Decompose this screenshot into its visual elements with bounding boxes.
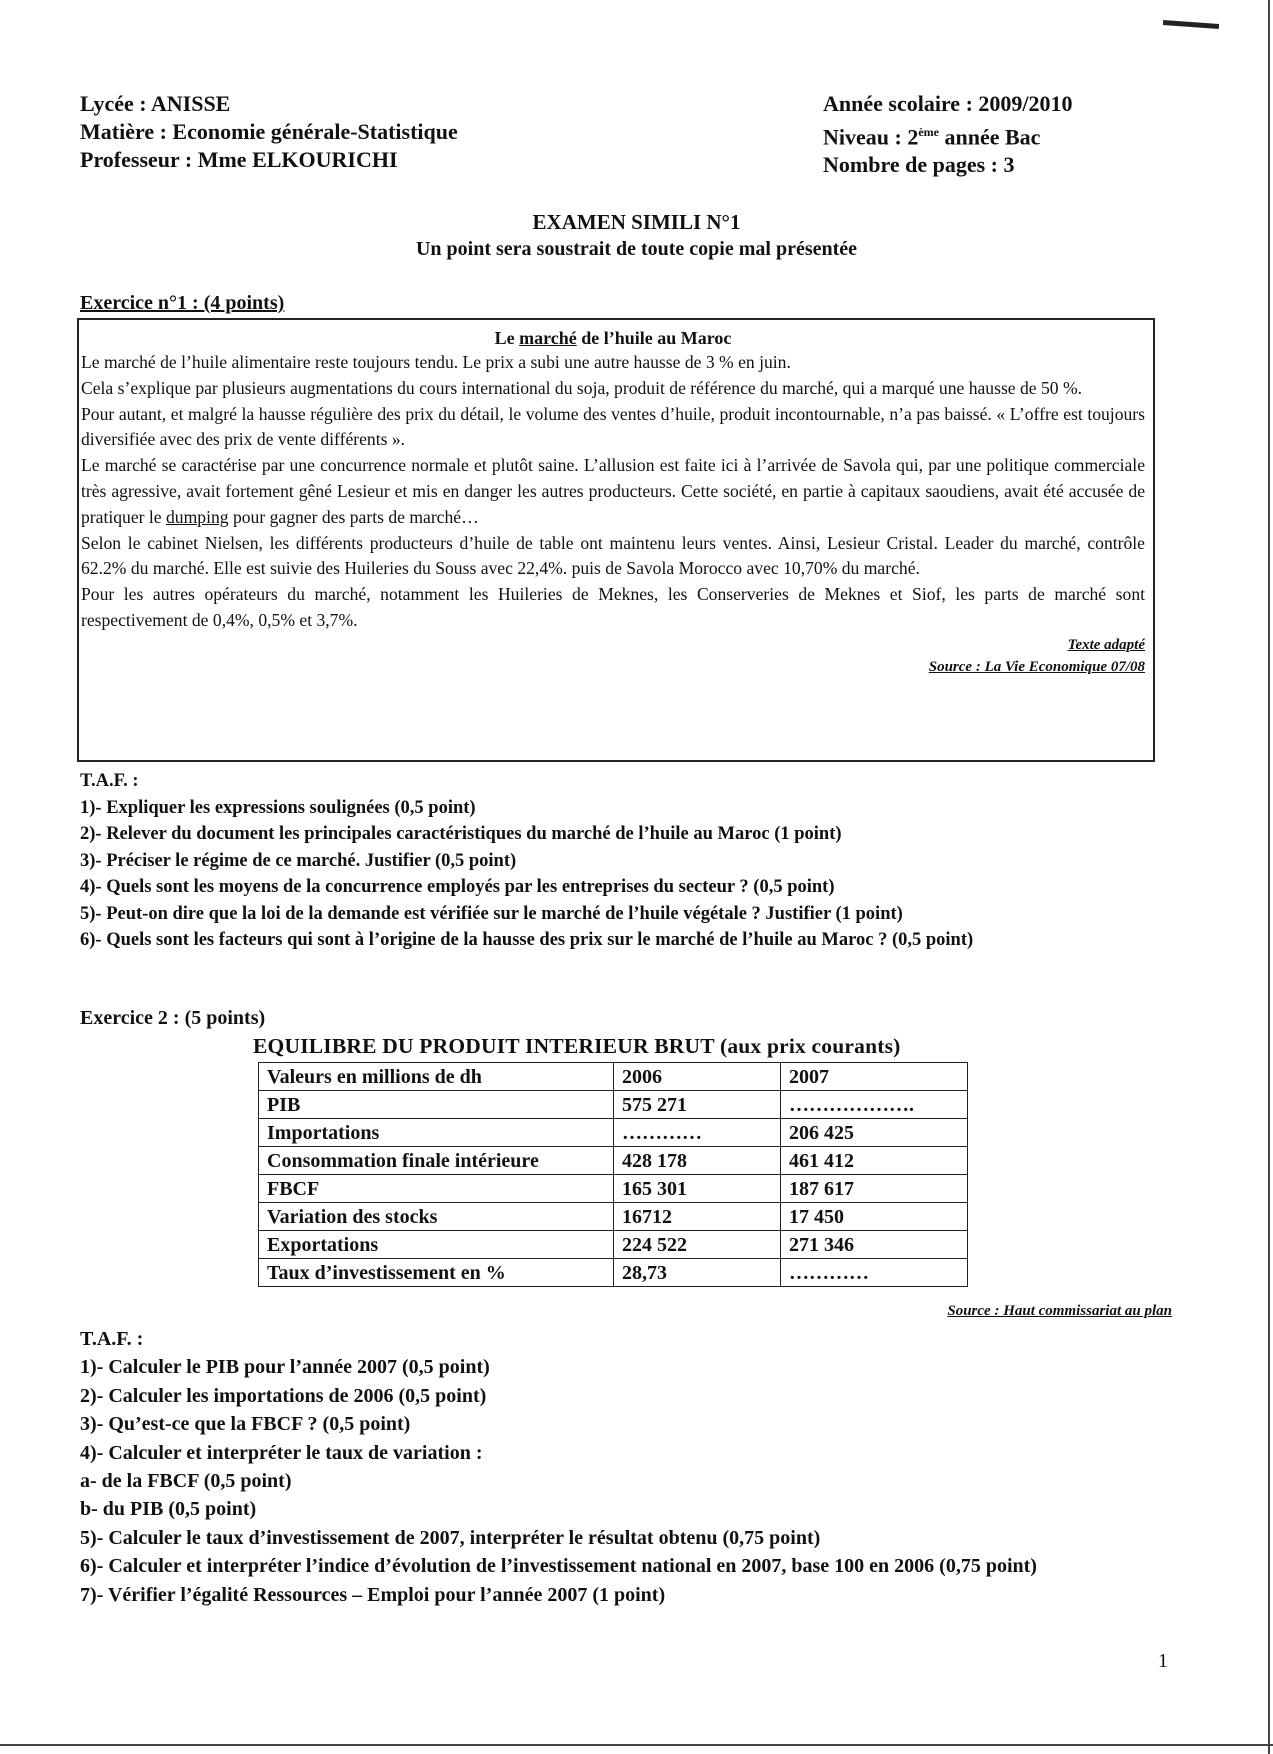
question: 6)- Calculer et interpréter l’indice d’évolution de l’investissement national en 2007, base 100 en 2006 (0,75 point) [80, 1555, 1037, 1578]
table-cell: Variation des stocks [259, 1203, 614, 1231]
exercise1-title [80, 292, 284, 315]
table-cell: 224 522 [614, 1231, 781, 1259]
text-title-underlined: marché [519, 328, 577, 348]
table-cell: 187 617 [781, 1175, 968, 1203]
text-title [81, 326, 1145, 350]
table-cell: 17 450 [781, 1203, 968, 1231]
table-cell: 271 346 [781, 1231, 968, 1259]
question: 6)- Quels sont les facteurs qui sont à l’origine de la hausse des prix sur le marché de l’huile au Maroc ? (0,5 point) [80, 930, 974, 950]
exercise1-title-text: Exercice n°1 : (4 points) [80, 292, 285, 314]
table-cell: 206 425 [781, 1119, 968, 1147]
table-row [259, 1231, 968, 1259]
text-source: Source : La Vie Economique 07/08 [928, 658, 1145, 675]
table-cell: 16712 [614, 1203, 781, 1231]
question: 5)- Peut-on dire que la loi de la demande est vérifiée sur le marché de l’huile végétale ? Justifier (1 point) [80, 903, 903, 924]
question: 5)- Calculer le taux d’investissement de 2007, interpréter le résultat obtenu (0,75 point) [80, 1526, 821, 1549]
question: a- de la FBCF (0,5 point) [80, 1470, 292, 1493]
taf-label: T.A.F. : [80, 771, 139, 791]
table-row [259, 1175, 968, 1203]
table-cell: 28,73 [614, 1259, 781, 1287]
school-name: Lycée : ANISSE [80, 91, 231, 116]
level-pre: Niveau : 2 [823, 124, 919, 150]
header-right [823, 90, 1073, 179]
table-source: Source : Haut commissariat au plan [947, 1303, 1172, 1319]
question: 7)- Vérifier l’égalité Ressources – Emploi pour l’année 2007 (1 point) [80, 1583, 666, 1606]
exercise1-questions [80, 768, 1160, 954]
exercise1-text-box [77, 318, 1155, 762]
table-row [259, 1203, 968, 1231]
table-row [259, 1091, 968, 1119]
question: 1)- Expliquer les expressions soulignées (0,5 point) [80, 797, 476, 818]
exercise2-title: Exercice 2 : (5 points) [80, 1007, 266, 1029]
paragraph-6: Pour les autres opérateurs du marché, notamment les Huileries de Meknes, les Conserveries de Meknes et Siof, les parts de marché sont respectivement de 0,4%, 0,5% et 3,7%. [81, 584, 1145, 630]
exercise2-questions [80, 1325, 1160, 1609]
taf-label: T.A.F. : [80, 1328, 144, 1350]
question: b- du PIB (0,5 point) [80, 1498, 257, 1521]
table-header-cell: 2006 [614, 1063, 781, 1091]
teacher: Professeur : Mme ELKOURICHI [80, 147, 398, 172]
paragraph-1: Le marché de l’huile alimentaire reste toujours tendu. Le prix a subi une autre hausse de 3 % en juin. [81, 352, 791, 372]
table-header-cell: 2007 [781, 1063, 968, 1091]
page-number: 1 [1158, 1650, 1168, 1672]
paragraph-5: Selon le cabinet Nielsen, les différents producteurs d’huile de table ont maintenu leurs ventes. Ainsi, Lesieur Cristal. Leader du marché, contrôle 62.2% du marché. Elle est suivie des Huileries du Souss avec 22,4%. puis de Savola Morocco avec 10,70% du marché. [81, 532, 1145, 579]
table-row [259, 1147, 968, 1175]
question: 3)- Préciser le régime de ce marché. Justifier (0,5 point) [80, 850, 517, 871]
question: 4)- Calculer et interpréter le taux de variation : [80, 1441, 483, 1464]
table-cell: Consommation finale intérieure [259, 1147, 614, 1175]
question: 2)- Calculer les importations de 2006 (0,5 point) [80, 1384, 487, 1407]
question: 3)- Qu’est-ce que la FBCF ? (0,5 point) [80, 1413, 411, 1436]
paragraph-4-post: pour gagner des parts de marché… [228, 506, 479, 527]
subject: Matière : Economie générale-Statistique [80, 119, 458, 144]
question: 2)- Relever du document les principales caractéristiques du marché de l’huile au Maroc (1 point) [80, 824, 842, 844]
page-count: Nombre de pages : 3 [823, 152, 1015, 178]
scan-edge-right [1268, 0, 1270, 1754]
paragraph-4-pre: Le marché se caractérise par une concurrence normale et plutôt saine. L’allusion est faite ici à l’arrivée de Savola qui, par une politique commerciale très agressive, avait fortement gêné Lesieur et mis en danger les autres producteurs. Cette société, en partie à capitaux saoudiens, avait été accusée de pratiquer le [81, 455, 1145, 527]
question: 1)- Calculer le PIB pour l’année 2007 (0,5 point) [80, 1356, 490, 1379]
text-title-pre: Le [494, 328, 520, 348]
table-cell: Importations [259, 1119, 614, 1147]
level-sup: ème [918, 125, 939, 139]
table-header-row [259, 1063, 968, 1091]
scan-mark [1163, 20, 1219, 29]
table-cell: FBCF [259, 1175, 614, 1203]
paragraph-2: Cela s’explique par plusieurs augmentations du cours international du soja, produit de référence du marché, qui a marqué une hausse de 50 %. [81, 377, 1083, 398]
table-title: EQUILIBRE DU PRODUIT INTERIEUR BRUT (aux prix courants) [253, 1034, 901, 1058]
table-cell: ………………. [781, 1091, 968, 1119]
paragraph-4-underlined: dumping [166, 506, 229, 527]
paragraph-3: Pour autant, et malgré la hausse régulière des prix du détail, le volume des ventes d’huile, produit incontournable, n’a pas baissé. « L’offre est toujours diversifiée avec des prix de vente différents ». [81, 403, 1145, 450]
level-post: année Bac [938, 124, 1041, 150]
table-row [259, 1259, 968, 1287]
table-cell: 428 178 [614, 1147, 781, 1175]
table-cell: 575 271 [614, 1091, 781, 1119]
text-note: Texte adapté [1067, 636, 1145, 653]
table-row [259, 1119, 968, 1147]
text-title-post: de l’huile au Maroc [576, 328, 732, 348]
exam-title: EXAMEN SIMILI N°1 [532, 210, 741, 234]
table-cell: Exportations [259, 1231, 614, 1259]
header-left [80, 90, 458, 174]
question: 4)- Quels sont les moyens de la concurrence employés par les entreprises du secteur ? (0,5 point) [80, 877, 835, 897]
pib-table [258, 1062, 968, 1287]
table-cell: PIB [259, 1091, 614, 1119]
level [823, 118, 1073, 151]
table-cell: ………… [781, 1259, 968, 1287]
exam-subtitle: Un point sera soustrait de toute copie mal présentée [415, 238, 858, 260]
school-year: Année scolaire : 2009/2010 [823, 91, 1073, 116]
table-cell: ………… [614, 1119, 781, 1147]
table-header-cell: Valeurs en millions de dh [259, 1063, 614, 1091]
table-cell: 165 301 [614, 1175, 781, 1203]
paragraph-4 [81, 453, 1145, 530]
scan-edge-bottom [0, 1744, 1273, 1746]
table-cell: 461 412 [781, 1147, 968, 1175]
table-cell: Taux d’investissement en % [259, 1259, 614, 1287]
